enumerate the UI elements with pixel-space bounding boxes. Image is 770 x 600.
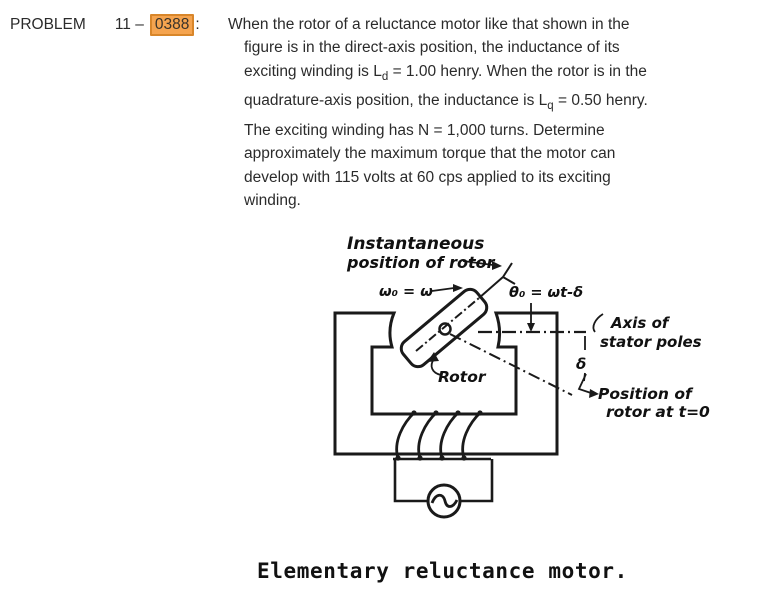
position-angle-mark: [579, 374, 591, 393]
label-position-2: rotor at t=0: [606, 403, 710, 421]
problem-line: quadrature-axis position, the inductance is $L_q = 0.50$ henry.: [244, 92, 648, 113]
circuit-wires: [395, 459, 492, 501]
problem-line: The exciting winding has N = 1,000 turns. Determine: [244, 121, 605, 139]
label-omega: ω₀ = ω: [379, 284, 433, 300]
label-instantaneous-1: Instantaneous: [347, 234, 485, 254]
label-instantaneous-2: position of rotor: [347, 253, 495, 272]
label-theta: θ₀ = ωt-δ: [509, 285, 584, 301]
problem-number-prefix: 11 –: [114, 16, 144, 33]
problem-line: When the rotor of a reluctance motor like that shown in the: [228, 16, 630, 33]
problem-line: exciting winding is $L_d = 1.00$ henry. When the rotor is in the: [244, 62, 647, 83]
problem-line: develop with 115 volts at 60 cps applied to its exciting: [244, 168, 611, 186]
axis-brace: [593, 314, 603, 332]
rotor-axis-extension: [479, 277, 503, 298]
rotor-pivot: [440, 324, 451, 335]
rotor-axis-angle-mark: [503, 263, 515, 284]
problem-line: winding.: [244, 192, 301, 210]
omega-arrow: [432, 288, 454, 291]
label-axis-1: Axis of: [611, 314, 669, 332]
label-position-1: Position of: [598, 385, 692, 403]
sine-wave-icon: [432, 495, 457, 506]
problem-number-highlight: 0388: [150, 14, 194, 36]
problem-line: figure is in the direct-axis position, the inductance of its: [244, 39, 620, 57]
problem-colon: :: [195, 16, 200, 33]
label-axis-2: stator poles: [600, 333, 702, 351]
label-delta: δ: [576, 355, 587, 373]
figure-caption: Elementary reluctance motor.: [257, 559, 628, 583]
problem-label: PROBLEM: [10, 16, 86, 33]
label-rotor: Rotor: [438, 368, 486, 386]
problem-line: approximately the maximum torque that the motor can: [244, 145, 616, 163]
